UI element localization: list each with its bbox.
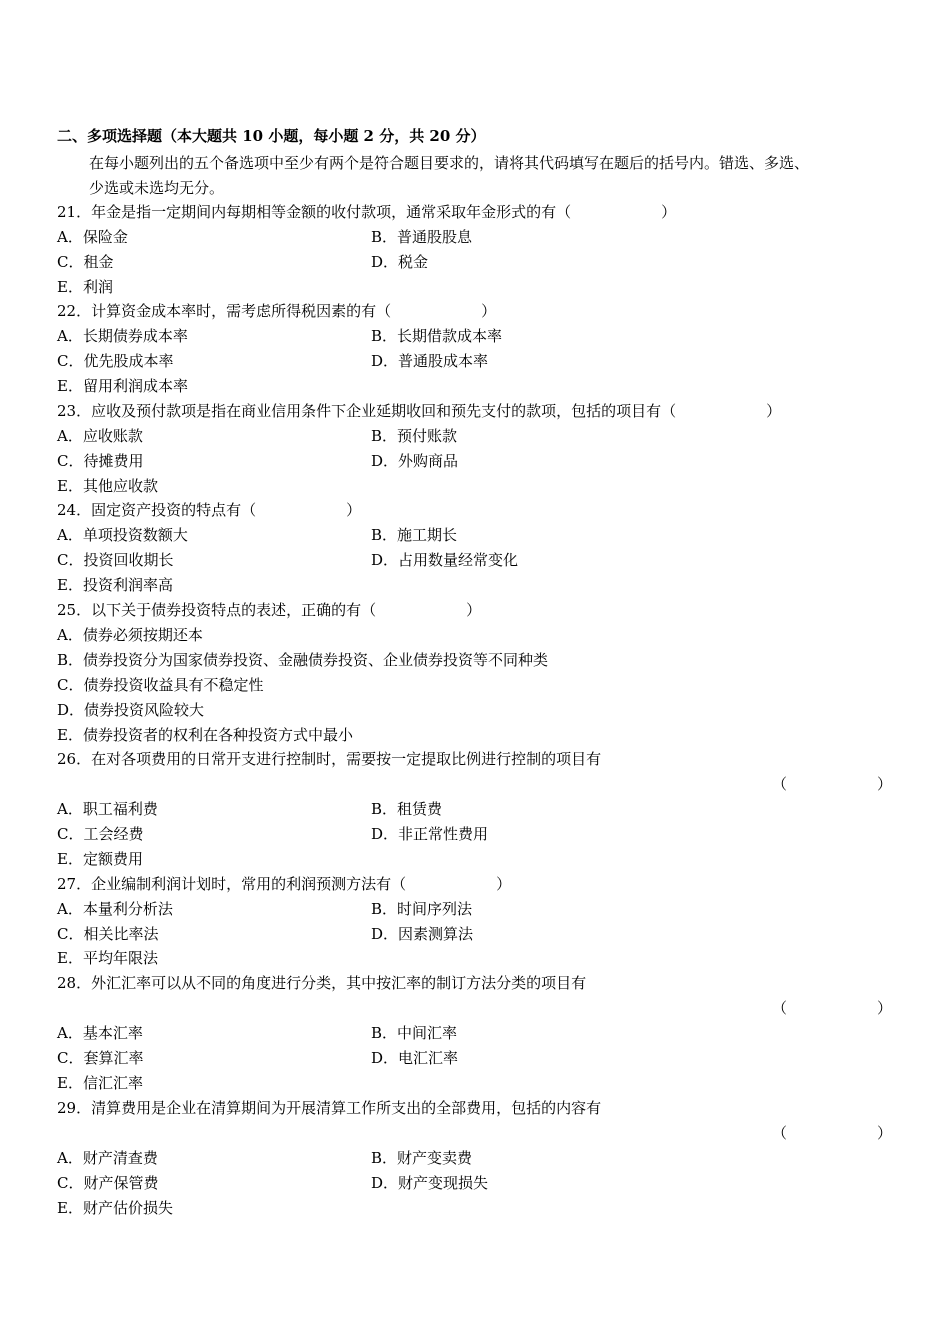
q22-option-a: A．长期债券成本率 bbox=[57, 327, 188, 345]
q29-option-e: E．财产估价损失 bbox=[57, 1199, 173, 1217]
q29-answer-bracket: （ ） bbox=[772, 1124, 893, 1142]
instruction-line-2: 少选或未选均无分。 bbox=[89, 179, 225, 197]
q28-option-c: C．套算汇率 bbox=[57, 1049, 144, 1067]
q27-option-b: B．时间序列法 bbox=[371, 900, 473, 918]
q21-option-a: A．保险金 bbox=[57, 228, 128, 246]
q24-option-c: C．投资回收期长 bbox=[57, 551, 174, 569]
question-22-stem: 22．计算资金成本率时，需考虑所得税因素的有（ ） bbox=[57, 302, 497, 320]
q25-option-c: C．债券投资收益具有不稳定性 bbox=[57, 676, 264, 694]
q28-option-b: B．中间汇率 bbox=[371, 1024, 458, 1042]
question-24-stem: 24．固定资产投资的特点有（ ） bbox=[57, 501, 362, 519]
q26-option-b: B．租赁费 bbox=[371, 800, 443, 818]
question-21-stem: 21．年金是指一定期间内每期相等金额的收付款项，通常采取年金形式的有（ ） bbox=[57, 203, 677, 221]
q29-option-b: B．财产变卖费 bbox=[371, 1149, 473, 1167]
question-27-stem: 27．企业编制利润计划时，常用的利润预测方法有（ ） bbox=[57, 875, 512, 893]
q21-option-d: D．税金 bbox=[371, 253, 429, 271]
question-28-stem: 28．外汇汇率可以从不同的角度进行分类，其中按汇率的制订方法分类的项目有 bbox=[57, 974, 587, 992]
q29-option-d: D．财产变现损失 bbox=[371, 1174, 489, 1192]
q23-option-a: A．应收账款 bbox=[57, 427, 143, 445]
instruction-line-1: 在每小题列出的五个备选项中至少有两个是符合题目要求的，请将其代码填写在题后的括号内。错选、多选、 bbox=[89, 154, 810, 172]
q27-option-d: D．因素测算法 bbox=[371, 925, 474, 943]
q23-option-d: D．外购商品 bbox=[371, 452, 459, 470]
q28-option-a: A．基本汇率 bbox=[57, 1024, 143, 1042]
q29-option-c: C．财产保管费 bbox=[57, 1174, 159, 1192]
question-23-stem: 23．应收及预付款项是指在商业信用条件下企业延期收回和预先支付的款项，包括的项目有（ ） bbox=[57, 402, 782, 420]
q21-option-e: E．利润 bbox=[57, 278, 113, 296]
q28-option-e: E．信汇汇率 bbox=[57, 1074, 143, 1092]
q22-option-d: D．普通股成本率 bbox=[371, 352, 489, 370]
q26-option-e: E．定额费用 bbox=[57, 850, 143, 868]
q23-option-b: B．预付账款 bbox=[371, 427, 458, 445]
q29-option-a: A．财产清查费 bbox=[57, 1149, 158, 1167]
question-29-stem: 29．清算费用是企业在清算期间为开展清算工作所支出的全部费用，包括的内容有 bbox=[57, 1099, 602, 1117]
q25-option-a: A．债券必须按期还本 bbox=[57, 626, 203, 644]
q25-option-b: B．债券投资分为国家债券投资、金融债券投资、企业债券投资等不同种类 bbox=[57, 651, 549, 669]
q24-option-a: A．单项投资数额大 bbox=[57, 526, 188, 544]
q28-answer-bracket: （ ） bbox=[772, 999, 893, 1017]
q27-option-a: A．本量利分析法 bbox=[57, 900, 173, 918]
q24-option-e: E．投资利润率高 bbox=[57, 576, 173, 594]
q28-option-d: D．电汇汇率 bbox=[371, 1049, 459, 1067]
question-26-stem: 26．在对各项费用的日常开支进行控制时，需要按一定提取比例进行控制的项目有 bbox=[57, 750, 602, 768]
q23-option-e: E．其他应收款 bbox=[57, 477, 158, 495]
q24-option-b: B．施工期长 bbox=[371, 526, 458, 544]
q22-option-c: C．优先股成本率 bbox=[57, 352, 174, 370]
q24-option-d: D．占用数量经常变化 bbox=[371, 551, 519, 569]
q27-option-c: C．相关比率法 bbox=[57, 925, 159, 943]
q26-answer-bracket: （ ） bbox=[772, 775, 893, 793]
q26-option-c: C．工会经费 bbox=[57, 825, 144, 843]
q21-option-c: C．租金 bbox=[57, 253, 114, 271]
q22-option-e: E．留用利润成本率 bbox=[57, 377, 188, 395]
q27-option-e: E．平均年限法 bbox=[57, 949, 158, 967]
q23-option-c: C．待摊费用 bbox=[57, 452, 144, 470]
section-heading: 二、多项选择题（本大题共 10 小题，每小题 2 分，共 20 分） bbox=[57, 127, 486, 145]
q26-option-a: A．职工福利费 bbox=[57, 800, 158, 818]
question-25-stem: 25．以下关于债券投资特点的表述，正确的有（ ） bbox=[57, 601, 482, 619]
q25-option-d: D．债券投资风险较大 bbox=[57, 701, 205, 719]
q21-option-b: B．普通股股息 bbox=[371, 228, 473, 246]
q25-option-e: E．债券投资者的权利在各种投资方式中最小 bbox=[57, 726, 353, 744]
q26-option-d: D．非正常性费用 bbox=[371, 825, 489, 843]
q22-option-b: B．长期借款成本率 bbox=[371, 327, 503, 345]
